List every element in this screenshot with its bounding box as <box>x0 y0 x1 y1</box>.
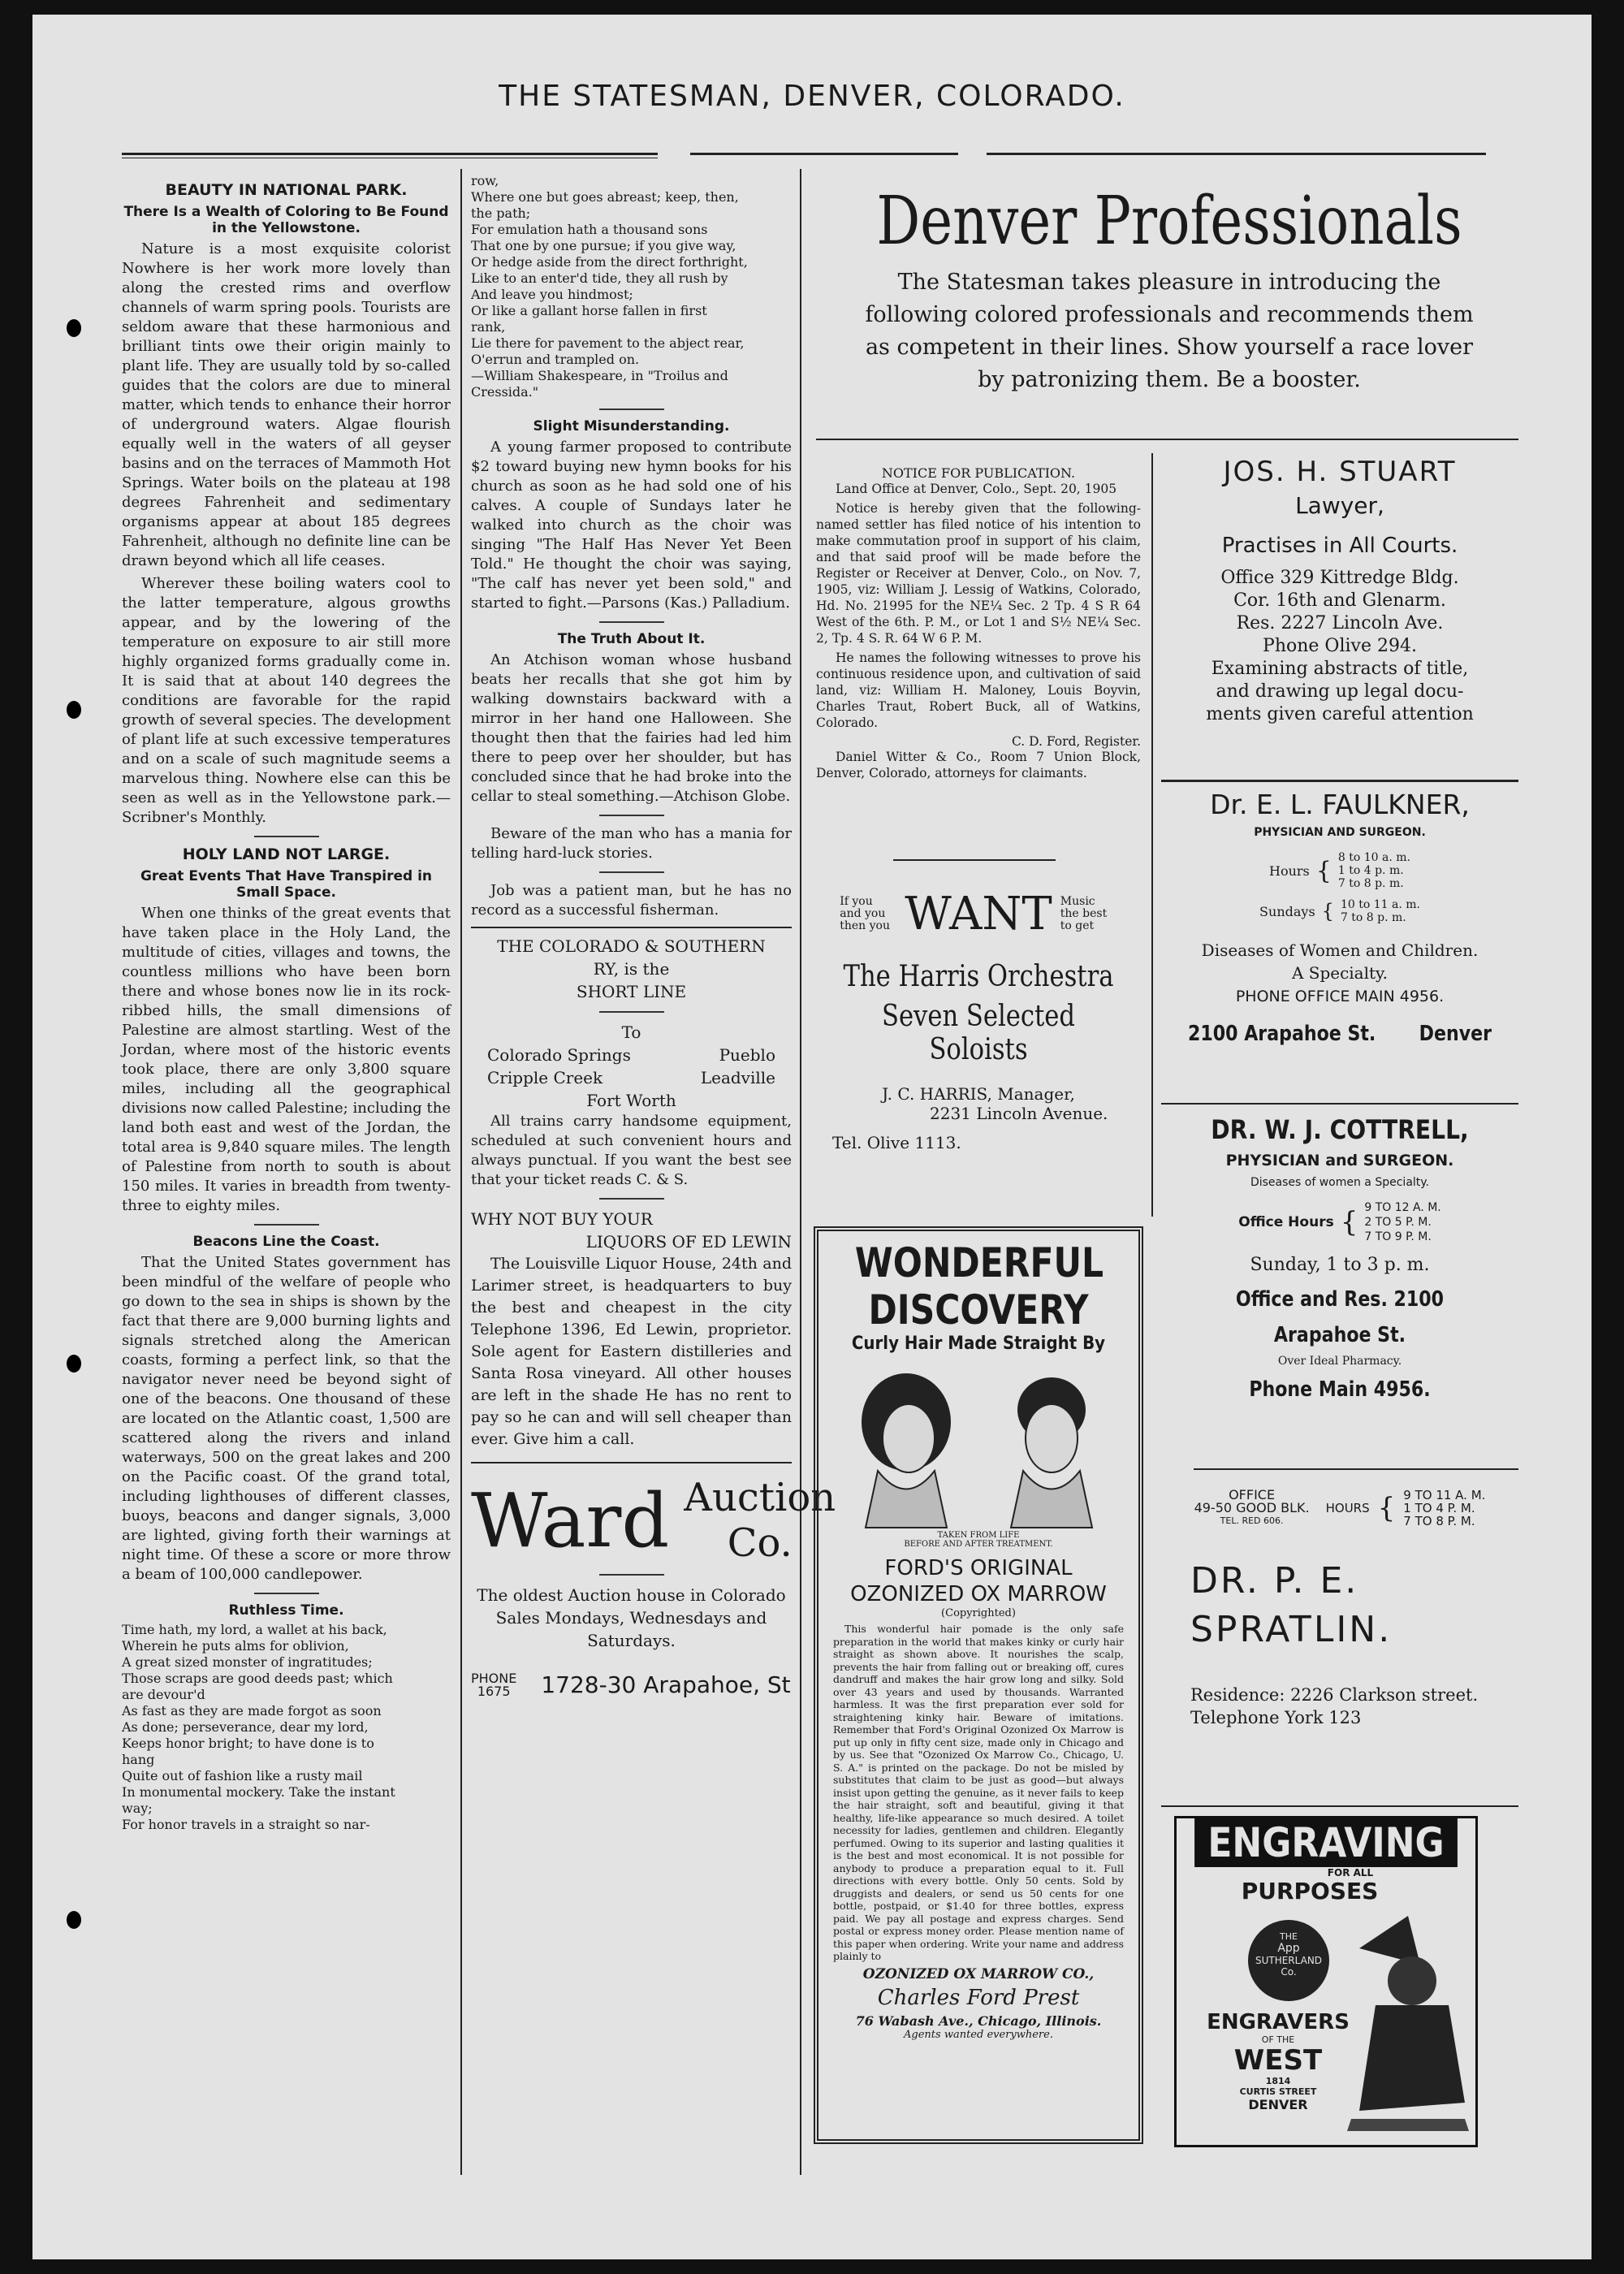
banner-text: The Statesman takes pleasure in introducing the following colored professionals and recommends them as competent in their lines. Show yourself a race lover by patronizing them. Be a booster. <box>865 270 1474 392</box>
notice-attorneys: Daniel Witter & Co., Room 7 Union Block, Denver, Colorado, attorneys for claimants. <box>816 750 1141 780</box>
masthead-rule-right <box>987 153 1486 155</box>
cottrell-hour-1: 9 TO 12 A. M. <box>1364 1201 1441 1214</box>
engraving-ad <box>1174 1816 1478 2147</box>
wonder-product-2: OZONIZED OX MARROW <box>850 1582 1107 1606</box>
rule <box>1161 1103 1518 1105</box>
harris-right: Music the best to get <box>1060 895 1108 932</box>
wonder-subtitle: Curly Hair Made Straight By <box>851 1334 1106 1354</box>
faulkner-hours <box>1161 851 1518 890</box>
separator <box>599 1198 664 1200</box>
city-leadville: Leadville <box>700 1068 775 1087</box>
spratlin-residence <box>1190 1684 1518 1706</box>
faulkner-ad <box>1161 786 1518 1095</box>
column-2 <box>471 173 836 2155</box>
lewin-paragraph: The Louisville Liquor House, 24th and Larimer street, is headquarters to buy the best and cheapest in the city Telephone 1396, Ed Lewin, proprietor. Sole agent for Eastern distilleries and Santa Rosa vineyard. All other houses are left in the shade He has no rent to pay so he can and will sell cheaper than ever. Give him a call. <box>471 1255 792 1448</box>
harris-left: If you and you then you <box>840 895 890 932</box>
rule <box>471 1462 792 1463</box>
ward-footer <box>471 1671 792 1698</box>
engraving-of-the: OF THE <box>1261 2034 1295 2045</box>
faulkner-title: PHYSICIAN AND SURGEON. <box>1254 826 1426 839</box>
cottrell-office: Office and Res. 2100 Arapahoe St. <box>1235 1287 1445 1347</box>
faulkner-address-row <box>1188 1022 1492 1046</box>
brace-icon: { <box>1321 900 1334 923</box>
spratlin-office-label: OFFICE <box>1229 1487 1276 1502</box>
faulkner-hours-list <box>1338 851 1410 890</box>
column-divider-1 <box>460 169 462 2175</box>
wonder-caption-1: TAKEN FROM LIFE <box>937 1531 1020 1540</box>
ward-name: Ward <box>471 1476 670 1564</box>
cottrell-phone: Phone Main 4956. <box>1249 1377 1431 1402</box>
faulkner-hour-2: 1 to 4 p. m. <box>1337 864 1404 877</box>
job-line: Job was a patient man, but he has no record as a successful fisherman. <box>471 882 792 919</box>
separator <box>599 871 664 873</box>
engraving-denver: DENVER <box>1248 2097 1308 2112</box>
lewin-title-1: WHY NOT BUY YOUR <box>471 1209 653 1229</box>
engraving-number: 1814 <box>1265 2076 1291 2086</box>
ward-phone-label: PHONE <box>471 1670 517 1686</box>
cottrell-hour-2: 2 TO 5 P. M. <box>1364 1216 1432 1229</box>
city-fort-worth: Fort Worth <box>586 1091 676 1110</box>
wonder-product-1: FORD'S ORIGINAL <box>884 1556 1073 1580</box>
portrait-after-icon <box>991 1365 1112 1528</box>
stuart-office-2: Cor. 16th and Glenarm. <box>1233 590 1446 611</box>
newspaper-page <box>32 15 1592 2259</box>
stuart-abstracts-3: ments given careful attention <box>1206 704 1474 724</box>
engraving-sutherland: SUTHERLAND <box>1255 1955 1323 1966</box>
portrait-before-icon <box>845 1365 967 1528</box>
ruthless-poem: Time hath, my lord, a wallet at his back, Wherein he puts alms for oblivion, A great sized monster of ingratitudes; Those scraps are good deeds past; which are devour'd As fast as they are made forgot as soon As done; perseverance, dear my lord, Keeps honor bright; to have done is to hang Quite out of fashion like a rusty mail In monumental mockery. Take the instant way; For honor travels in a straight so nar- <box>122 1622 395 1832</box>
faulkner-sunday-2: 7 to 8 p. m. <box>1340 911 1406 924</box>
wonder-portraits <box>833 1365 1124 1528</box>
rule <box>1161 1805 1518 1807</box>
engraving-west: WEST <box>1233 2044 1323 2077</box>
harris-name: The Harris Orchestra <box>843 960 1114 993</box>
faulkner-hour-3: 7 to 8 p. m. <box>1337 877 1404 890</box>
railway-paragraph: All trains carry handsome equipment, scheduled at such convenient hours and always punctual. If you want the best see that your ticket reads C. & S. <box>471 1113 792 1188</box>
spratlin-hour-1: 9 TO 11 A. M. <box>1403 1488 1486 1502</box>
railway-line-3: SHORT LINE <box>576 982 687 1001</box>
stuart-abstracts-2: and drawing up legal docu- <box>1216 681 1464 702</box>
separator <box>254 836 319 837</box>
beauty-paragraph-2: Wherever these boiling waters cool to the latter temperature, algous growths appear, and by the lowering of the temperature on exposure to air still more highly organized forms gradually come in. It is said that at about 140 degrees the conditions are favorable for the rapid growth of several species. The development of plant life at such excessive temperatures and on a scale of such magnitude seems a marvelous thing. Nowhere else can this be seen as well as in the Yellowstone park.—Scribner's Monthly. <box>122 575 451 826</box>
engraving-the: THE <box>1280 1931 1298 1942</box>
notice-title: NOTICE FOR PUBLICATION. <box>881 465 1076 481</box>
separator <box>599 815 664 816</box>
engraving-app: App <box>1277 1942 1300 1955</box>
lewin-title-2: LIQUORS OF ED LEWIN <box>585 1232 792 1252</box>
stuart-practise: Practises in All Courts. <box>1221 534 1458 558</box>
separator <box>254 1593 319 1594</box>
faulkner-phone: PHONE OFFICE MAIN 4956. <box>1235 988 1445 1005</box>
spratlin-hour-3: 7 TO 8 P. M. <box>1403 1514 1475 1528</box>
engraving-for-all: FOR ALL <box>1327 1867 1374 1878</box>
ward-paragraph: The oldest Auction house in Colorado Sales Mondays, Wednesdays and Saturdays. <box>477 1585 786 1650</box>
stuart-title: Lawyer, <box>1295 492 1384 519</box>
railway-line-1: THE COLORADO & SOUTHERN <box>497 936 766 956</box>
column-divider-3 <box>1151 453 1153 1217</box>
spratlin-res-label: Residence: <box>1190 1685 1285 1705</box>
harris-want-row <box>816 888 1141 940</box>
city-cripple-creek: Cripple Creek <box>487 1068 603 1087</box>
banner-title: Denver Professionals <box>876 183 1462 260</box>
spratlin-hour-2: 1 TO 4 P. M. <box>1403 1501 1475 1515</box>
cottrell-specialty: Diseases of women a Specialty. <box>1250 1176 1430 1189</box>
notice-body: Notice is hereby given that the following-named settler has filed notice of his intention to make commutation proof in support of his claim, and that said proof will be made before the Register or Receiver at Denver, Colo., on Nov. 7, 1905, viz: William J. Lessig of Watkins, Colorado, Hd. No. 21995 for the NE¼ Sec. 2 Tp. 4 S R 64 West of the 6th. P. M., or Lot 1 and S½ NE¼ Sec. 2, Tp. 4 S. R. 64 W 6 P. M. <box>816 501 1141 646</box>
harris-tel: Tel. Olive 1113. <box>832 1133 961 1152</box>
ruthless-title: Ruthless Time. <box>228 1602 344 1619</box>
cottrell-hour-3: 7 TO 9 P. M. <box>1364 1230 1432 1243</box>
stuart-res: Res. 2227 Lincoln Ave. <box>1236 613 1444 633</box>
wonder-caption-2: BEFORE AND AFTER TREATMENT. <box>904 1540 1053 1549</box>
ward-phone-number: 1675 <box>477 1683 511 1699</box>
notice-signature: C. D. Ford, Register. <box>1011 734 1141 749</box>
stuart-office-1: Office 329 Kittredge Bldg. <box>1220 568 1459 588</box>
faulkner-name: Dr. E. L. FAULKNER, <box>1210 789 1470 820</box>
punch-hole <box>67 319 81 337</box>
stuart-ad <box>1161 453 1518 770</box>
rule <box>1161 780 1518 782</box>
cottrell-name: DR. W. J. COTTRELL, <box>1211 1114 1469 1145</box>
banner-rule <box>816 439 1518 440</box>
column-1 <box>122 181 451 2155</box>
brace-icon: { <box>1340 1206 1358 1239</box>
separator <box>599 621 664 623</box>
spratlin-office-address: 49-50 GOOD BLK. <box>1194 1500 1310 1515</box>
notice-witnesses: He names the following witnesses to prove his continuous residence upon, and cultivation of said land, viz: William H. Maloney, Louis Boyvin, Charles Traut, Robert Buck, all of Watkins, Colorado. <box>816 651 1141 730</box>
spratlin-hours-label: HOURS <box>1325 1501 1370 1515</box>
brace-icon: { <box>1377 1492 1396 1524</box>
wonder-title-2: DISCOVERY <box>868 1286 1089 1334</box>
beacons-title: Beacons Line the Coast. <box>192 1234 380 1250</box>
notice-date: Land Office at Denver, Colo., Sept. 20, 1905 <box>836 482 1117 496</box>
rule <box>471 927 792 928</box>
spratlin-hours-list <box>1403 1489 1485 1528</box>
separator <box>254 1224 319 1226</box>
separator <box>599 1011 664 1013</box>
engraving-badge <box>1248 1920 1329 2001</box>
spratlin-name-1: DR. P. E. <box>1190 1560 1359 1602</box>
beauty-subtitle: There Is a Wealth of Coloring to Be Found in the Yellowstone. <box>123 204 449 236</box>
stuart-phone: Phone Olive 294. <box>1263 636 1417 656</box>
punch-hole <box>67 1355 81 1373</box>
city-pueblo: Pueblo <box>719 1045 775 1065</box>
cottrell-hours <box>1161 1200 1518 1244</box>
masthead: THE STATESMAN, DENVER, COLORADO. <box>499 80 1125 113</box>
faulkner-sunday-list <box>1341 898 1420 924</box>
engraving-engravers: ENGRAVERS <box>1207 2010 1350 2034</box>
city-colorado-springs: Colorado Springs <box>487 1045 631 1065</box>
spratlin-office-tel: TEL. RED 606. <box>1220 1515 1284 1526</box>
cottrell-hours-label: Office Hours <box>1238 1214 1334 1230</box>
beauty-title: BEAUTY IN NATIONAL PARK. <box>165 181 408 199</box>
faulkner-city: Denver <box>1419 1022 1492 1046</box>
beware-line: Beware of the man who has a mania for telling hard-luck stories. <box>471 825 792 862</box>
harris-manager: J. C. HARRIS, Manager, <box>882 1084 1075 1104</box>
separator <box>599 409 664 410</box>
faulkner-hours-label: Hours <box>1269 862 1310 879</box>
wonder-title-1: WONDERFUL <box>854 1239 1104 1286</box>
separator <box>599 1574 664 1576</box>
engraving-bottom-text <box>1193 2010 1363 2112</box>
rule <box>1194 1468 1518 1470</box>
column-divider-2 <box>800 169 801 2175</box>
cottrell-hours-list <box>1364 1200 1440 1244</box>
stuart-name: JOS. H. STUART <box>1223 456 1457 488</box>
faulkner-diseases: Diseases of Women and Children. <box>1201 940 1479 960</box>
punch-hole <box>67 1911 81 1929</box>
wonder-address: 76 Wabash Ave., Chicago, Illinois. <box>855 2012 1102 2029</box>
wonder-agents: Agents wanted everywhere. <box>904 2028 1053 2041</box>
cottrell-ad <box>1161 1111 1518 1452</box>
ward-logo <box>471 1475 836 1566</box>
spratlin-name-2: SPRATLIN. <box>1190 1609 1393 1650</box>
masthead-rule-mid <box>690 153 958 155</box>
faulkner-specialty: A Specialty. <box>1291 963 1389 983</box>
truth-paragraph: An Atchison woman whose husband beats her recalls that she got him by walking downstairs backward with a mirror in her hand one Halloween. She thought then that the fairies had led him there to peep over her shoulder, but has concluded since that he had broke into the cellar to steal something.—Atchison Globe. <box>471 651 792 805</box>
harris-orchestra-ad <box>816 888 1141 1196</box>
stuart-abstracts-1: Examining abstracts of title, <box>1211 659 1469 679</box>
spratlin-ad <box>1161 1489 1518 1805</box>
banner <box>812 177 1527 396</box>
wonder-company: OZONIZED OX MARROW CO., <box>862 1965 1095 1982</box>
railway-cities-row-2 <box>471 1066 792 1089</box>
brace-icon: { <box>1315 856 1332 885</box>
masthead-rule-left <box>122 153 658 155</box>
railway-cities-row-1 <box>471 1044 792 1066</box>
spratlin-res-address: 2226 Clarkson street. <box>1290 1685 1479 1705</box>
harris-address: 2231 Lincoln Avenue. <box>930 1104 1108 1123</box>
wonderful-discovery-ad <box>814 1226 1143 2144</box>
wonder-signature: Charles Ford Prest <box>877 1985 1080 2010</box>
ward-phone <box>471 1672 516 1698</box>
punch-hole <box>67 701 81 719</box>
spratlin-tel: Telephone York 123 <box>1190 1708 1362 1727</box>
faulkner-sunday-1: 10 to 11 a. m. <box>1340 898 1420 911</box>
notice-for-publication <box>816 465 1141 855</box>
harris-want: WANT <box>905 888 1052 940</box>
harris-soloists: Seven Selected Soloists <box>881 1000 1075 1066</box>
holy-title: HOLY LAND NOT LARGE. <box>182 845 391 863</box>
rule <box>893 859 1056 861</box>
faulkner-address: 2100 Arapahoe St. <box>1188 1022 1376 1046</box>
engraving-purposes: PURPOSES <box>1241 1878 1379 1904</box>
spratlin-office <box>1194 1489 1310 1528</box>
ward-auction: Auction <box>684 1475 836 1520</box>
faulkner-hour-1: 8 to 10 a. m. <box>1337 851 1410 864</box>
engraving-co: Co. <box>1281 1966 1297 1978</box>
truth-title: The Truth About It. <box>557 631 706 647</box>
beauty-paragraph-1: Nature is a most exquisite colorist Nowhere is her work more lovely than along the crested rims and overflow channels of warm spring pools. Tourists are seldom aware that these harmonious and brilliant tints owe their origin mainly to plant life. They are usually told by so-called guides that the colors are due to mineral matter, which tends to enhance their horror of underground waters. Algae flourish equally well in the waters of all geyser basins and on the terraces of Mammoth Hot Springs. Water boils on the plateau at 198 degrees Fahrenheit and sedimentary organisms appear at about 185 degrees Fahrenheit, although no definite line can be drawn beyond which all life ceases. <box>122 240 451 569</box>
engraving-street: CURTIS STREET <box>1239 2086 1317 2097</box>
slight-paragraph: A young farmer proposed to contribute $2 toward buying new hymn books for his church as soon as he had sold one of his calves. A couple of Sundays later he walked into church as the choir was singing "The Half Has Never Yet Been Told." He thought the choir was saying, "The calf has never yet been sold," and started to fight.—Parsons (Kas.) Palladium. <box>471 439 792 612</box>
faulkner-sundays-label: Sundays <box>1259 903 1315 919</box>
beacons-paragraph: That the United States government has been mindful of the welfare of people who go down to the sea in ships is shown by the fact that there are 9,000 burning lights and signals stretched along the American coasts, forming a perfect link, so that the navigator never need be beyond sight of one of the beacons. One thousand of these are located on the Atlantic coast, 1,500 are scattered along the rivers and inland waterways, 500 on the great lakes and 200 on the Pacific coast. Of the grand total, including lighthouses of different classes, buoys, beacons and danger signals, 3,000 are lighted, giving forth their warnings at night time. Of these a score or more throw a beam of 100,000 candlepower. <box>122 1254 451 1583</box>
railway-line-2: RY, is the <box>593 959 670 979</box>
holy-subtitle: Great Events That Have Transpired in Small Space. <box>140 868 433 901</box>
railway-to: To <box>621 1022 641 1042</box>
holy-paragraph: When one thinks of the great events that have taken place in the Holy Land, the multitude of cities, villages and towns, the countless millions who have been born there and whose bones now lie in its rock-ribbed hills, the small dimensions of Palestine are almost startling. West of the Jordan, where most of the historic events took place, there are only 3,800 square miles, including all the geographical divisions now called Palestine; including the land both east and west of the Jordan, the total area is 9,840 square miles. The length of Palestine from north to south is about 150 miles. It varies in breadth from twenty-three to eighty miles. <box>122 905 451 1214</box>
cottrell-over: Over Ideal Pharmacy. <box>1277 1355 1402 1368</box>
spratlin-office-row <box>1161 1489 1518 1528</box>
ward-address: 1728-30 Arapahoe, St <box>541 1671 791 1698</box>
cottrell-sunday: Sunday, 1 to 3 p. m. <box>1250 1255 1430 1275</box>
wonder-copyright: (Copyrighted) <box>941 1607 1016 1619</box>
ward-co: Co. <box>727 1520 793 1566</box>
slight-title: Slight Misunderstanding. <box>533 418 730 434</box>
cottrell-title: PHYSICIAN and SURGEON. <box>1225 1152 1454 1169</box>
faulkner-sundays <box>1161 898 1518 924</box>
wonder-body: This wonderful hair pomade is the only safe preparation in the world that makes kinky or curly hair straight as shown above. It nourishes the scalp, prevents the hair from falling out or breaking off, cures dandruff and makes the hair grow long and silky. Sold over 43 years and used by thousands. Warranted harmless. It was the first preparation ever sold for straightening kinky hair. Beware of imitations. Remember that Ford's Original Ozonized Ox Marrow is put up only in fifty cent size, made only in Chicago and by us. See that "Ozonized Ox Marrow Co., Chicago, U. S. A." is printed on the package. Do not be misled by substitutes that claim to be just as good—but always insist upon getting the genuine, as it never fails to keep the hair straight, soft and beautiful, giving it that healthy, life-like appearance so much desired. A toilet necessity for ladies, gentlemen and children. Elegantly perfumed. Owing to its superior and lasting qualities it is the best and most economical. It is not possible for anybody to produce a preparation equal to it. Full directions with every bottle. Only 50 cents. Sold by druggists and dealers, or send us 50 cents for one bottle, postpaid, or $1.40 for three bottles, express paid. We pay all postage and express charges. Send postal or express money order. Please mention name of this paper when ordering. Write your name and address plainly to <box>833 1623 1124 1962</box>
engraving-title: ENGRAVING <box>1194 1818 1458 1867</box>
poem-continued: row, Where one but goes abreast; keep, then, the path; For emulation hath a thousand sons That one by one pursue; if you give way, Or hedge aside from the direct forthright, Like to an enter'd tide, they all rush by And leave you hindmost; Or like a gallant horse fallen in first rank, Lie there for pavement to the abject rear, O'errun and trampled on. —William Shakespeare, in "Troilus and Cressida." <box>471 173 748 400</box>
